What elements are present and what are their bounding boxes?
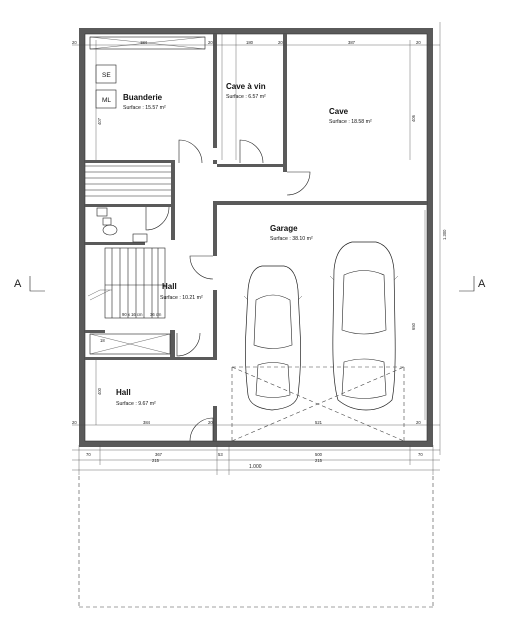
section-marker-right: [459, 276, 486, 291]
dim-top-3: 180: [246, 40, 253, 45]
washer-ml-label: ML: [102, 97, 112, 104]
dim-footer-total: 1.000: [249, 464, 262, 470]
section-marker-left: [14, 276, 45, 291]
room-garage-name: Garage: [270, 224, 298, 233]
dim-stairs-2: 36 cm: [150, 312, 162, 317]
dim-left-2: 400: [97, 388, 102, 395]
washer-se-label: SE: [102, 72, 111, 79]
room-cave-name: Cave: [329, 107, 349, 116]
dim-footer-sub-1: 215: [152, 458, 159, 463]
dim-bottom-3: 521: [315, 420, 322, 425]
dim-footer-2: 367: [155, 452, 162, 457]
dim-footer-5: 70: [418, 452, 423, 457]
room-cave-area: Surface : 18.58 m²: [329, 119, 372, 125]
dim-left-1: 407: [97, 118, 102, 125]
room-cave-vin-area: Surface : 6.57 m²: [226, 94, 266, 100]
wc-fixtures: [97, 208, 147, 242]
room-hall-center-name: Hall: [162, 282, 177, 291]
room-hall-center-area: Surface : 10.21 m²: [160, 295, 203, 301]
dim-top-4: 20: [278, 40, 283, 45]
dim-footer-4: 500: [315, 452, 322, 457]
car-left: [244, 266, 302, 410]
car-right: [330, 242, 398, 410]
dim-top-2: 20: [208, 40, 213, 45]
svg-text:A: A: [478, 278, 486, 290]
room-cave-vin-name: Cave à vin: [226, 82, 266, 91]
svg-text:A: A: [14, 278, 22, 290]
laundry-appliances: [96, 65, 116, 108]
dim-top-5: 387: [348, 40, 355, 45]
dim-stairs-1: 90 x 16 cm: [122, 312, 143, 317]
dim-footer-1: 70: [86, 452, 91, 457]
room-buanderie-area: Surface : 15.57 m²: [123, 105, 166, 111]
dim-top-right: 20: [416, 40, 421, 45]
dim-right-1: 406: [411, 115, 416, 122]
dim-bottom-right: 20: [416, 420, 421, 425]
room-hall-bottom-name: Hall: [116, 388, 131, 397]
driveway-outline: [79, 476, 433, 607]
dim-bottom-left: 20: [72, 420, 77, 425]
dim-bottom-2: 20: [208, 420, 213, 425]
dim-right-total: 1.300: [442, 229, 447, 240]
dim-hall-left: 18: [100, 338, 105, 343]
dim-right-2: 650: [411, 323, 416, 330]
dim-footer-3: 53: [218, 452, 223, 457]
dim-bottom-1: 384: [143, 420, 150, 425]
room-garage-area: Surface : 38.10 m²: [270, 236, 313, 242]
dim-top-1: 184: [140, 40, 147, 45]
room-buanderie-name: Buanderie: [123, 93, 163, 102]
room-hall-bottom-area: Surface : 9.67 m²: [116, 401, 156, 407]
dim-footer-sub-2: 215: [315, 458, 322, 463]
dim-top-left: 20: [72, 40, 77, 45]
